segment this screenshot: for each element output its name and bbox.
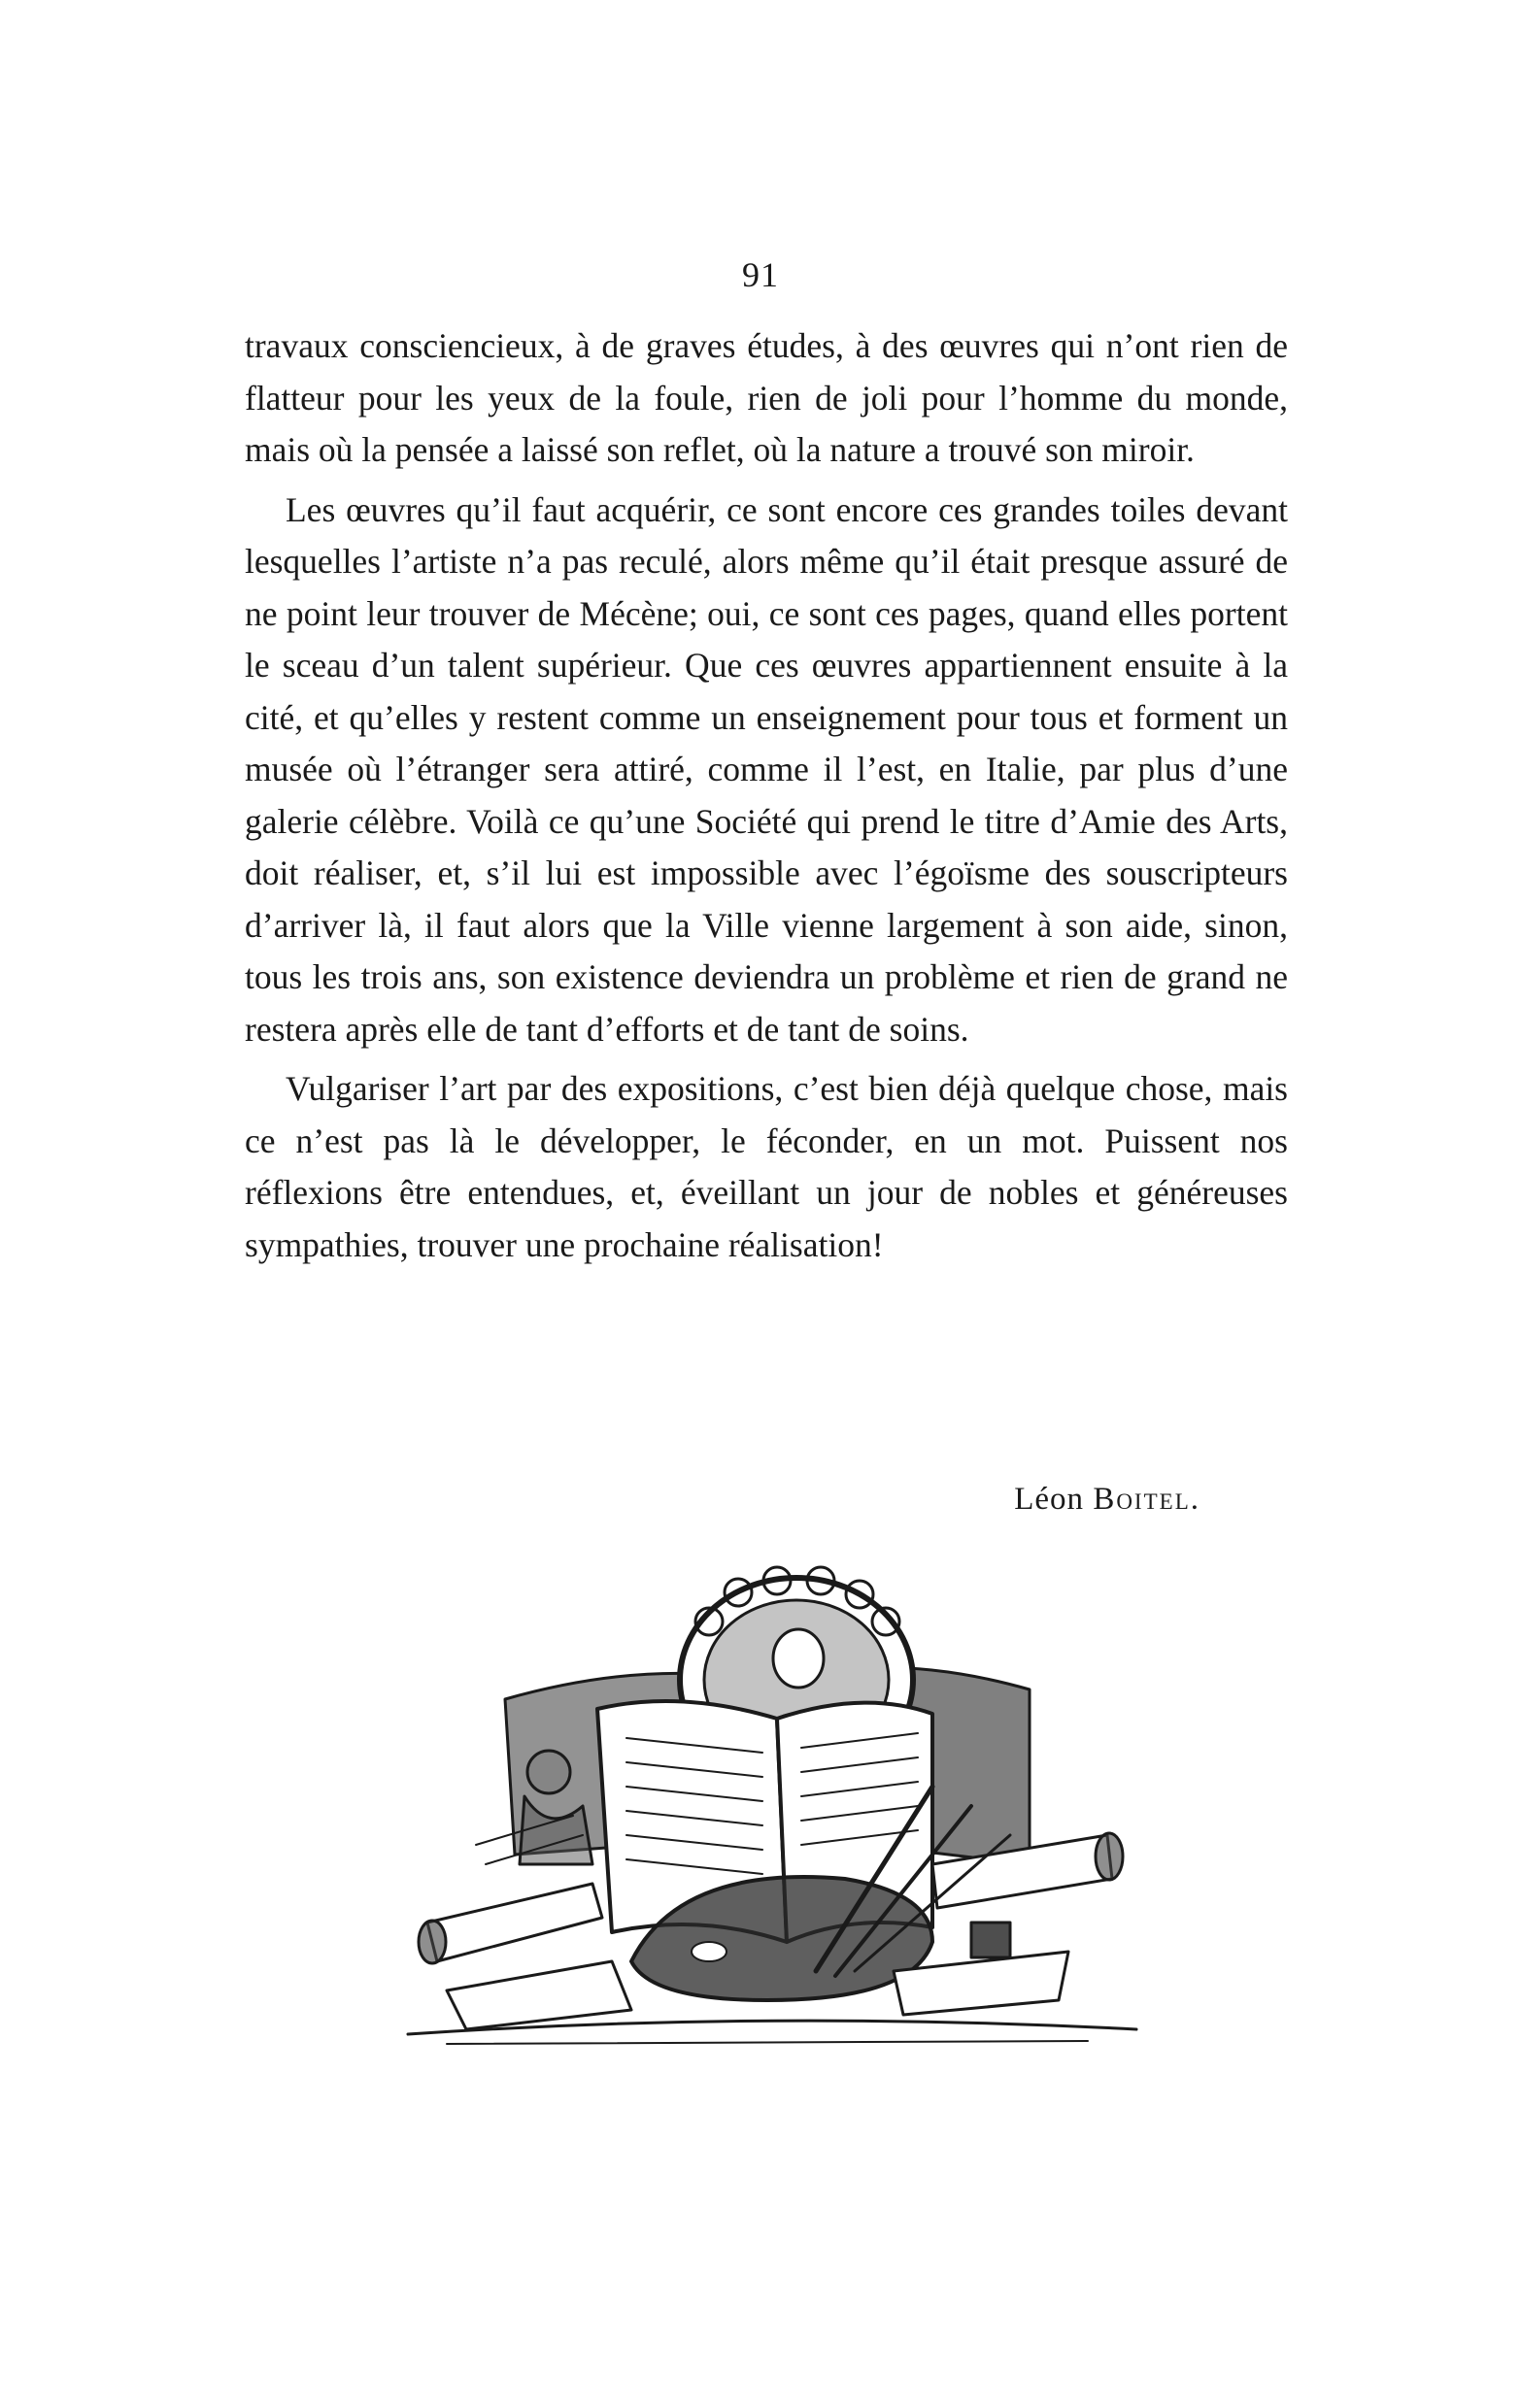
body-text — [245, 320, 1288, 1279]
page-number: 91 — [742, 255, 779, 294]
paragraph-continuation: travaux consciencieux, à de graves études, à des œuvres qui n’ont rien de flatteur pour les yeux de la foule, rien de joli pour l’homme du monde, mais où la pensée a laissé son reflet, où la nature a trouvé son miroir. — [245, 326, 1288, 469]
tailpiece-illustration — [389, 1544, 1146, 2049]
author-last-name: Boitel. — [1093, 1482, 1200, 1517]
paragraph-acquisitions: Les œuvres qu’il faut acquérir, ce sont encore ces grandes toiles devant lesquelles l’artiste n’a pas reculé, alors même qu’il était presque assuré de ne point leur trouver de Mécène; oui, ce sont ces pages, quand elles portent le sceau d’un talent supérieur. Que ces œuvres appartiennent ensuite à la cité, et qu’elles y restent comme un enseignement pour tous et forment un musée où l’étranger sera attiré, comme il l’est, en Italie, par plus d’une galerie célèbre. Voilà ce qu’une Société qui prend le titre d’Amie des Arts, doit réaliser, et, s’il lui est impossible avec l’égoïsme des souscripteurs d’arriver là, il faut alors que la Ville vienne largement à son aide, sinon, tous les trois ans, son existence deviendra un problème et rien de grand ne restera après elle de tant d’efforts et de tant de soins. — [245, 489, 1288, 1049]
author-signature — [1014, 1482, 1200, 1518]
paragraph-conclusion: Vulgariser l’art par des expositions, c’est bien déjà quelque chose, mais ce n’est pas là le développer, le féconder, en un mot. Puissent nos réflexions être entendues, et, éveillant un jour de nobles et généreuses sympathies, trouver une prochaine réalisation! — [245, 1069, 1288, 1264]
author-first-name: Léon — [1014, 1482, 1085, 1517]
artist-still-life-engraving-icon — [389, 1544, 1146, 2049]
